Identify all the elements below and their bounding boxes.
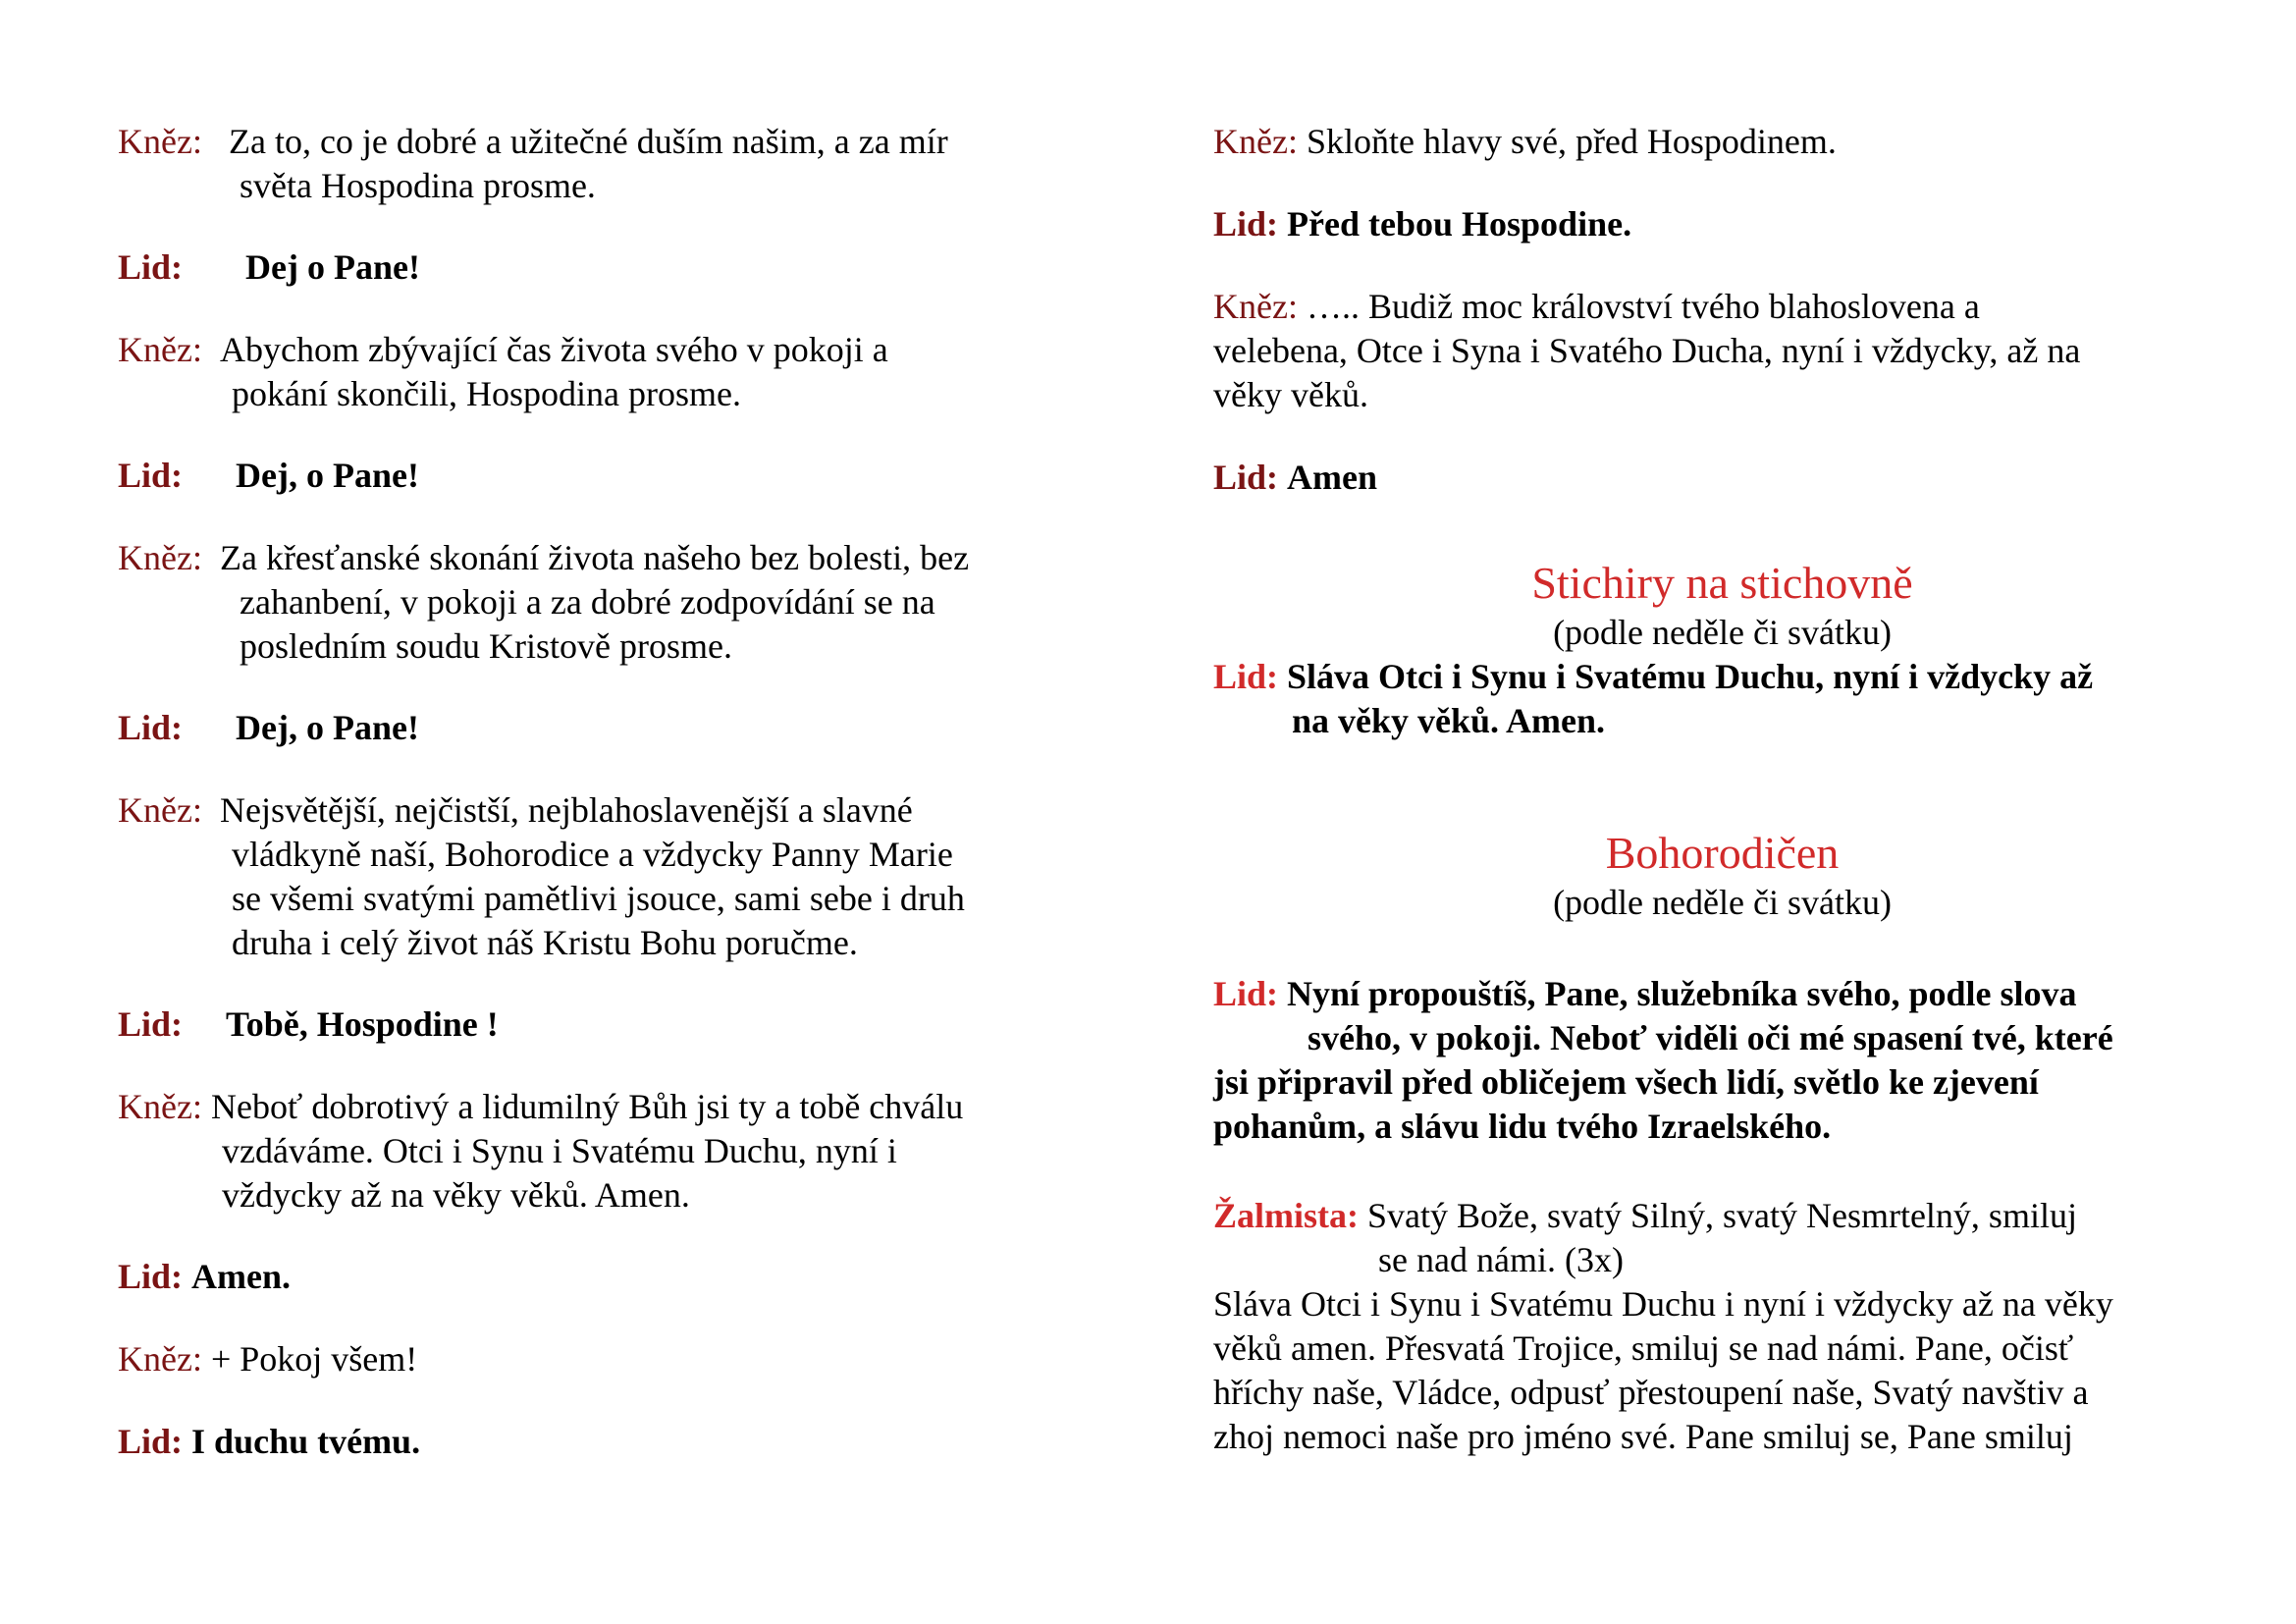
line: velebena, Otce i Syna i Svatého Ducha, nyní i vždycky, až na — [1213, 331, 2081, 370]
priest-blessing-cont — [1213, 373, 1368, 417]
line: zahanbení, v pokoji a za dobré zodpovídání se na — [240, 582, 935, 622]
people-nunc-dimittis — [1213, 972, 2077, 1016]
priest-petition-2 — [118, 328, 888, 372]
line: světa Hospodina prosme. — [240, 166, 596, 205]
people-response-4-text — [226, 1002, 499, 1047]
line: věky věků. — [1213, 375, 1368, 414]
line: Dej, o Pane! — [236, 708, 419, 747]
people-response-2 — [118, 454, 183, 498]
priest-blessing — [1213, 285, 1980, 329]
speaker-label: Lid: — [1213, 458, 1279, 497]
priest-petition-3 — [118, 536, 969, 580]
priest-petition-1 — [118, 120, 948, 164]
line: Za křesťanské skonání života našeho bez bolesti, bez — [219, 538, 970, 577]
line: druha i celý život náš Kristu Bohu poručme. — [232, 923, 858, 962]
speaker-label: Lid: — [118, 708, 184, 747]
people-amen-right — [1213, 456, 1377, 500]
people-and-spirit — [118, 1420, 420, 1464]
priest-commemoration — [118, 788, 913, 833]
priest-ekphonesis-cont — [222, 1129, 897, 1173]
line: se nad námi. (3x) — [1378, 1240, 1624, 1279]
speaker-label: Kněz: — [118, 330, 202, 369]
line: Nyní propouštíš, Pane, služebníka svého, podle slova — [1287, 974, 2077, 1013]
line: vzdáváme. Otci i Synu i Svatému Duchu, nyní i — [222, 1131, 897, 1170]
priest-petition-2-cont — [232, 372, 741, 416]
psalmist-trisagion-cont — [1378, 1238, 1624, 1282]
line: Neboť dobrotivý a lidumilný Bůh jsi ty a tobě chválu — [210, 1087, 964, 1126]
section-subtitle-stichiry: (podle neděle či svátku) — [1553, 613, 1892, 652]
priest-ekphonesis — [118, 1085, 963, 1129]
section-title-stichiry: Stichiry na stichovně — [1531, 558, 1913, 608]
line: I duchu tvému. — [191, 1422, 421, 1461]
people-nunc-dimittis-cont — [1308, 1016, 2113, 1060]
people-amen — [118, 1255, 291, 1299]
section-subtitle-bohorodicen: (podle neděle či svátku) — [1553, 883, 1892, 922]
speaker-label: Kněz: — [118, 1087, 202, 1126]
speaker-label: Lid: — [118, 247, 184, 287]
speaker-label: Kněz: — [1213, 287, 1298, 326]
line: Sláva Otci i Synu i Svatému Duchu, nyní i vždycky až — [1287, 657, 2094, 696]
speaker-label: Lid: — [1213, 974, 1279, 1013]
line: Nejsvětější, nejčistší, nejblahoslavenější a slavné — [219, 790, 913, 830]
priest-commemoration-cont — [232, 877, 965, 921]
speaker-label: Kněz: — [118, 538, 202, 577]
speaker-label: Lid: — [118, 1004, 184, 1044]
line: + Pokoj všem! — [210, 1339, 418, 1379]
line: Za to, co je dobré a užitečné duším našim, a za mír — [228, 122, 948, 161]
line: Tobě, Hospodine ! — [226, 1004, 499, 1044]
line: Skloňte hlavy své, před Hospodinem. — [1306, 122, 1837, 161]
priest-commemoration-cont — [232, 921, 858, 965]
priest-commemoration-cont — [232, 833, 953, 877]
line: ….. Budiž moc království tvého blahoslovena a — [1306, 287, 1980, 326]
line: Amen. — [191, 1257, 292, 1296]
people-response-3-text — [236, 706, 419, 750]
psalmist-trisagion — [1213, 1194, 2077, 1238]
line: posledním soudu Kristově prosme. — [240, 626, 732, 666]
speaker-label: Kněz: — [118, 1339, 202, 1379]
line: hříchy naše, Vládce, odpusť přestoupení naše, Svatý navštiv a — [1213, 1373, 2089, 1412]
psalmist-glory-cont — [1213, 1415, 2073, 1459]
priest-bow-heads — [1213, 120, 1837, 164]
line: Sláva Otci i Synu i Svatému Duchu i nyní i vždycky až na věky — [1213, 1284, 2113, 1324]
line: se všemi svatými pamětlivi jsouce, sami sebe i druh — [232, 879, 965, 918]
priest-ekphonesis-cont — [222, 1173, 690, 1218]
priest-blessing-cont — [1213, 329, 2080, 373]
people-response-1-text — [245, 245, 420, 290]
priest-petition-3-cont — [240, 580, 935, 624]
people-response-1 — [118, 245, 183, 290]
line: Dej, o Pane! — [236, 456, 419, 495]
line: pohanům, a slávu lidu tvého Izraelského. — [1213, 1107, 1832, 1146]
line: svého, v pokoji. Neboť viděli oči mé spasení tvé, které — [1308, 1018, 2113, 1057]
people-response-2-text — [236, 454, 419, 498]
speaker-label: Kněz: — [1213, 122, 1298, 161]
speaker-label: Lid: — [118, 1257, 184, 1296]
speaker-label: Lid: — [118, 1422, 184, 1461]
line: zhoj nemoci naše pro jméno své. Pane smiluj se, Pane smiluj — [1213, 1417, 2073, 1456]
line: věků amen. Přesvatá Trojice, smiluj se nad námi. Pane, očisť — [1213, 1328, 2074, 1368]
people-glory-cont — [1292, 699, 1605, 743]
psalmist-glory-cont — [1213, 1326, 2073, 1371]
people-nunc-dimittis-cont — [1213, 1060, 2039, 1105]
people-response-3 — [118, 706, 183, 750]
line: Před tebou Hospodine. — [1287, 204, 1632, 244]
people-glory — [1213, 655, 2093, 699]
line: jsi připravil před obličejem všech lidí, světlo ke zjevení — [1213, 1062, 2039, 1102]
priest-petition-1-cont — [240, 164, 596, 208]
line: Svatý Bože, svatý Silný, svatý Nesmrtelný, smiluj — [1367, 1196, 2077, 1235]
people-response-4 — [118, 1002, 183, 1047]
people-before-thee — [1213, 202, 1631, 246]
priest-peace — [118, 1337, 417, 1381]
priest-petition-3-cont — [240, 624, 732, 669]
line: Amen — [1287, 458, 1378, 497]
line: na věky věků. Amen. — [1292, 701, 1606, 740]
line: vládkyně naší, Bohorodice a vždycky Panny Marie — [232, 835, 953, 874]
line: vždycky až na věky věků. Amen. — [222, 1175, 690, 1215]
speaker-label: Žalmista: — [1213, 1196, 1359, 1235]
psalmist-glory — [1213, 1282, 2113, 1326]
line: Dej o Pane! — [245, 247, 420, 287]
psalmist-glory-cont — [1213, 1371, 2089, 1415]
line: Abychom zbývající čas života svého v pokoji a — [219, 330, 888, 369]
section-title-bohorodicen: Bohorodičen — [1605, 828, 1840, 878]
line: pokání skončili, Hospodina prosme. — [232, 374, 741, 413]
speaker-label: Lid: — [118, 456, 184, 495]
speaker-label: Kněz: — [118, 790, 202, 830]
speaker-label: Kněz: — [118, 122, 202, 161]
people-nunc-dimittis-cont — [1213, 1105, 1831, 1149]
speaker-label: Lid: — [1213, 657, 1279, 696]
right-page — [1148, 0, 2296, 1624]
speaker-label: Lid: — [1213, 204, 1279, 244]
